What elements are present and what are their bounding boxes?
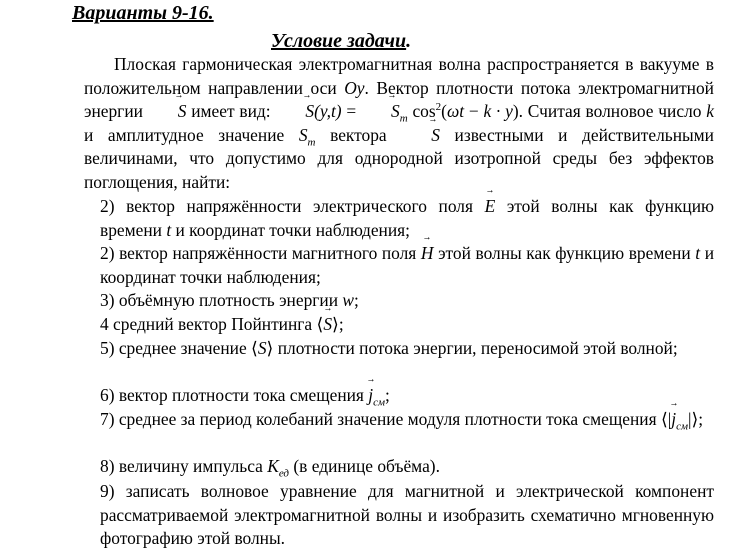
energy-density-w: w bbox=[342, 290, 354, 310]
vector-j: → j bbox=[368, 384, 373, 408]
vector-j-sub: см bbox=[373, 396, 386, 409]
problem-statement-heading bbox=[271, 28, 411, 54]
vector-h: → H bbox=[421, 242, 434, 266]
item-1-text-c: и координат точки наблюдения; bbox=[175, 219, 410, 240]
item-7-text-b: ; bbox=[698, 409, 704, 429]
axis-oy: Oy bbox=[344, 77, 365, 98]
task-item-4 bbox=[100, 313, 714, 337]
desc-text-6: вектора bbox=[330, 124, 387, 145]
desc-text-2: . Вектор плотности потока электромагнитной энергии bbox=[84, 77, 714, 121]
item-3-text-b: ; bbox=[354, 290, 359, 310]
task-item-2 bbox=[100, 242, 714, 289]
item-7-bracket-open: ⟨| bbox=[660, 409, 672, 429]
problem-description bbox=[84, 53, 714, 194]
item-7-text-a: 7) среднее за период колебаний значение модуля плотности тока смещения bbox=[100, 409, 657, 429]
formula-paren-close: ) bbox=[512, 101, 519, 121]
item-2-text-a: 2) вектор напряжённости магнитного поля bbox=[100, 243, 417, 263]
item-8-text-a: 8) величину импульса bbox=[100, 456, 263, 476]
item-6-text-a: 6) вектор плотности тока смещения bbox=[100, 385, 364, 405]
task-item-3 bbox=[100, 289, 714, 313]
task-item-1 bbox=[100, 195, 714, 242]
scalar-s-avg: S bbox=[257, 338, 267, 358]
desc-text-7: известными и действительными величинами, что допустимо для однородной изотропной среды без эффектов поглощения, найти: bbox=[84, 124, 714, 192]
amplitude-sm-sub: m bbox=[307, 135, 316, 148]
item-5-bracket-open: ⟨ bbox=[251, 338, 258, 358]
formula-square: 2 bbox=[435, 101, 442, 114]
formula-paren-open: ( bbox=[441, 101, 447, 121]
time-t-2: t bbox=[695, 243, 701, 263]
item-2-text-b: этой волны как функцию времени bbox=[438, 243, 691, 263]
item-5-text-a: 5) среднее значение bbox=[100, 338, 247, 358]
desc-text-1: Плоская гармоническая электромагнитная волна распространяется в вакууме в положительном направлении оси bbox=[84, 54, 714, 98]
vector-s-avg: → S bbox=[323, 313, 332, 337]
item-2-text-c: и координат точки наблюдения; bbox=[100, 243, 714, 287]
vector-j-2: → j bbox=[671, 408, 676, 432]
wave-number-k: k bbox=[706, 101, 714, 121]
vector-e: → E bbox=[485, 195, 496, 219]
item-1-text-b: этой волны как функцию времени bbox=[100, 196, 714, 240]
item-4-text-b: ; bbox=[338, 314, 344, 334]
item-1-text-a: 2) вектор напряжённости электрического поля bbox=[100, 196, 473, 216]
item-7-bracket-close: |⟩ bbox=[687, 409, 699, 429]
vector-j-2-sub: см bbox=[676, 420, 688, 433]
vector-s: → S bbox=[148, 100, 187, 124]
variant-heading: Варианты 9-16. bbox=[72, 2, 214, 24]
formula-s: → S bbox=[275, 100, 314, 124]
item-5-bracket-close: ⟩ bbox=[266, 338, 274, 358]
time-t: t bbox=[166, 219, 172, 240]
item-4-bracket-close: ⟩ bbox=[332, 314, 339, 334]
desc-text-5: и амплитудное значение bbox=[84, 124, 285, 145]
task-item-8 bbox=[100, 455, 714, 479]
poynting-formula bbox=[275, 101, 519, 125]
desc-text-4: . Считая волновое число bbox=[518, 101, 702, 121]
desc-text-3: имеет вид: bbox=[191, 101, 271, 121]
formula-minus: − bbox=[464, 101, 484, 121]
item-9-text-a: 9) записать волновое уравнение для магнитной и электрической компонент рассматриваемой электромагнитной волны и изобразить схематично мгновенную фотографию этой волны. bbox=[100, 481, 714, 548]
amplitude-sm: S bbox=[298, 124, 308, 145]
item-8-text-b: (в единице объёма). bbox=[293, 456, 440, 476]
formula-omega-t: ωt bbox=[446, 101, 465, 121]
item-4-text-a: 4 средний вектор Пойнтинга bbox=[100, 314, 313, 334]
momentum-k-sub: ед bbox=[278, 467, 290, 480]
item-5-text-b: плотности потока энергии, переносимой этой волной; bbox=[277, 338, 678, 358]
formula-args: (y,t) bbox=[314, 101, 342, 121]
problem-statement-title: Условие задачи bbox=[271, 30, 407, 52]
task-item-9 bbox=[100, 480, 714, 551]
formula-k-y: k · y bbox=[483, 101, 513, 121]
item-4-bracket-open: ⟨ bbox=[316, 314, 324, 334]
vector-s-2: → S bbox=[401, 124, 440, 148]
task-item-5 bbox=[100, 337, 714, 361]
formula-cos: cos bbox=[407, 101, 436, 121]
item-6-text-b: ; bbox=[385, 385, 390, 405]
task-item-7 bbox=[100, 408, 714, 432]
formula-eq: = bbox=[341, 101, 362, 121]
item-3-text-a: 3) объёмную плотность энергии bbox=[100, 290, 339, 310]
formula-sm: → S bbox=[361, 100, 400, 124]
formula-sm-sub: m bbox=[399, 112, 408, 125]
task-item-6 bbox=[100, 384, 714, 408]
problem-statement-dot: . bbox=[406, 30, 412, 52]
momentum-k: K bbox=[267, 456, 279, 476]
